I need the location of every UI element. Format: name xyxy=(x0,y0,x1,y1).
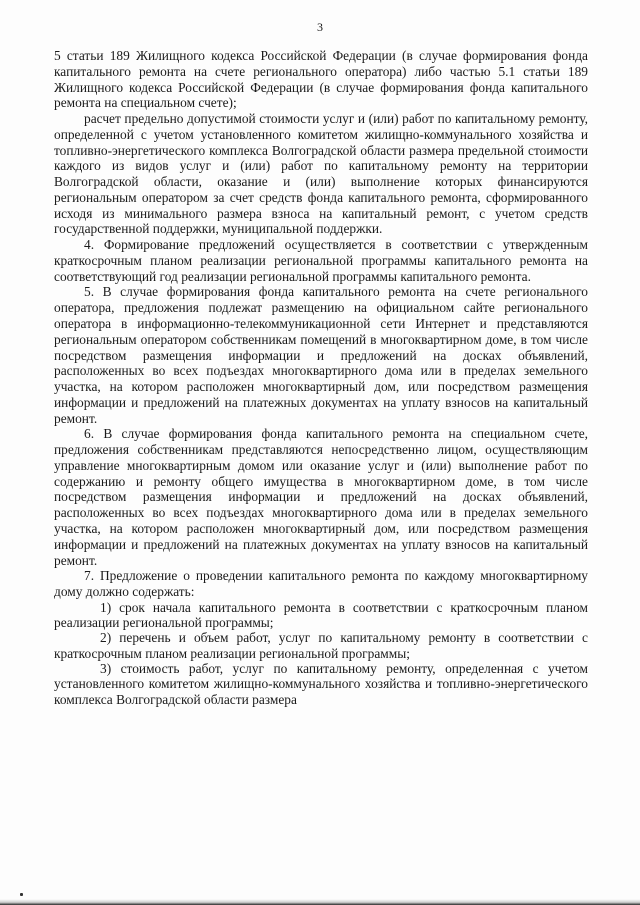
scan-speck xyxy=(20,893,23,896)
paragraph-item-6: 6. В случае формирования фонда капитального ремонта на специальном счете, предложения собственникам представляются непосредственно лицом, осуществляющим управление многоквартирным домом или оказание услуг и (или) выполнение работ по содержанию и ремонту общего имущества в многоквартирном доме, в том числе посредством размещения информации и предложений на досках объявлений, расположенных во всех подъездах многоквартирного дома или в пределах земельного участка, на котором расположен многоквартирный дом, или посредством размещения информации и предложений на платежных документах на уплату взносов на капитальный ремонт. xyxy=(54,426,588,568)
list-item-2: 2) перечень и объем работ, услуг по капитальному ремонту в соответствии с краткосрочным планом реализации региональной программы; xyxy=(54,630,588,661)
paragraph-item-4: 4. Формирование предложений осуществляется в соответствии с утвержденным краткосрочным планом реализации региональной программы капитального ремонта на соответствующий год реализации региональной программы капитального ремонта. xyxy=(54,237,588,284)
page-number: 3 xyxy=(317,20,323,34)
paragraph-item-7: 7. Предложение о проведении капитального ремонта по каждому многоквартирному дому должно содержать: xyxy=(54,568,588,600)
paragraph-continuation: 5 статьи 189 Жилищного кодекса Российской Федерации (в случае формирования фонда капитального ремонта на счете регионального оператора) либо частью 5.1 статьи 189 Жилищного кодекса Российской Федерации (в случае формирования фонда капитального ремонта на специальном счете); xyxy=(54,48,588,111)
document-body xyxy=(54,48,588,707)
scan-bottom-edge xyxy=(0,899,640,905)
list-item-3: 3) стоимость работ, услуг по капитальному ремонту, определенная с учетом установленного комитетом жилищно-коммунального хозяйства и топливно-энергетического комплекса Волгоградской области размера xyxy=(54,660,588,707)
paragraph-item-5: 5. В случае формирования фонда капитального ремонта на счете регионального оператора, предложения подлежат размещению на официальном сайте регионального оператора в информационно-телекоммуникационной сети Интернет и представляются региональным оператором собственникам помещений в многоквартирном доме, в том числе посредством размещения информации и предложений на досках объявлений, расположенных во всех подъездах многоквартирного дома или в пределах земельного участка, на котором расположен многоквартирный дом, или посредством размещения информации и предложений на платежных документах на уплату взносов на капитальный ремонт. xyxy=(54,284,588,426)
paragraph-cost-calculation: расчет предельно допустимой стоимости услуг и (или) работ по капитальному ремонту, определенной с учетом установленного комитетом жилищно-коммунального хозяйства и топливно-энергетического комплекса Волгоградской области размера предельной стоимости каждого из видов услуг и (или) работ по капитальному ремонту на территории Волгоградской области, оказание и (или) выполнение которых финансируются региональным оператором за счет средств фонда капитального ремонта, сформированного исходя из минимального размера взноса на капитальный ремонт, с учетом средств государственной поддержки, муниципальной поддержки. xyxy=(54,111,588,237)
list-item-1: 1) срок начала капитального ремонта в соответствии с краткосрочным планом реализации региональной программы; xyxy=(54,599,588,631)
